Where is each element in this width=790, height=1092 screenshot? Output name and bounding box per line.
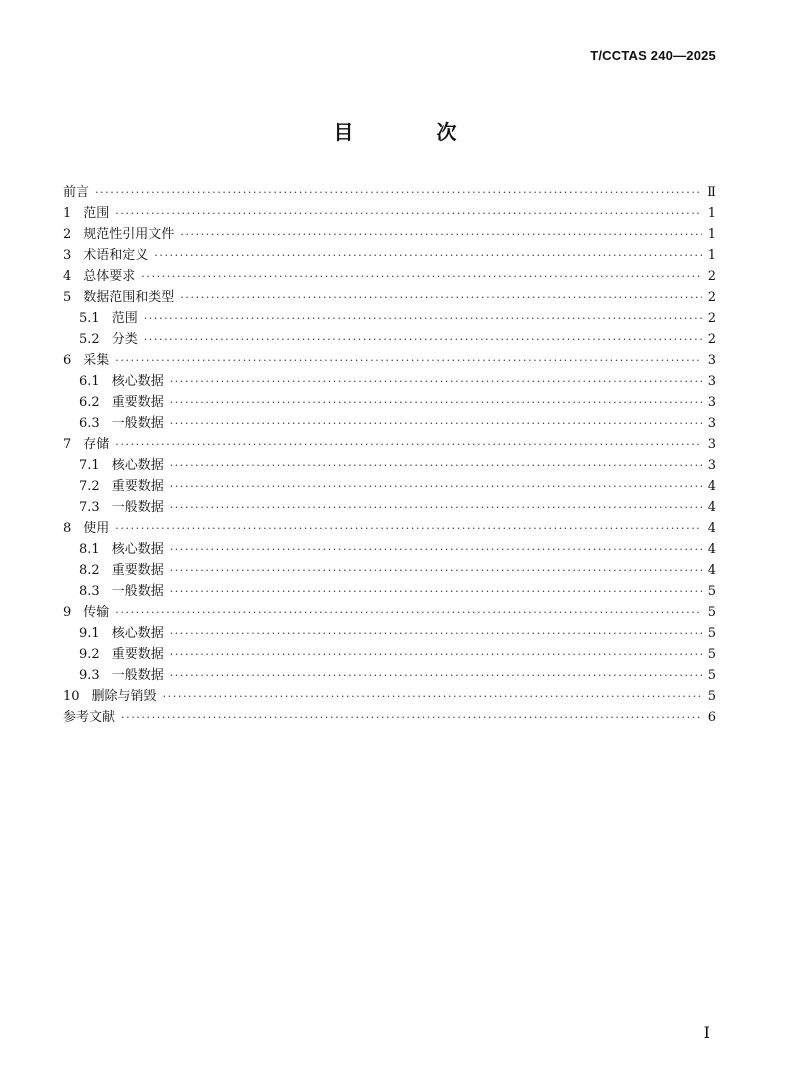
- toc-entry[interactable]: [63, 287, 716, 308]
- toc-entry-label: 删除与销毁: [91, 689, 157, 704]
- toc-title: 目 次: [333, 120, 495, 144]
- toc-entry-page: 1: [707, 206, 716, 221]
- toc-entry-page: 5: [707, 689, 716, 704]
- toc-entry-page: 3: [707, 353, 716, 368]
- toc-entry[interactable]: [63, 518, 716, 539]
- toc-entry-label: 一般数据: [111, 416, 164, 431]
- toc-entry[interactable]: [63, 413, 716, 434]
- toc-entry-page: 2: [707, 269, 716, 284]
- toc-entry-page: 5: [707, 605, 716, 620]
- toc-entry[interactable]: [63, 497, 716, 518]
- toc-entry[interactable]: [63, 539, 716, 560]
- toc-entry-number: 9: [63, 605, 72, 620]
- toc-leader-dots: [121, 707, 702, 728]
- toc-entry-label: 核心数据: [111, 374, 164, 389]
- toc-entry-label: 范围: [111, 311, 138, 326]
- toc-entry-page: 3: [707, 374, 716, 389]
- toc-entry-label: 范围: [83, 206, 110, 221]
- toc-entry-number: 8.1: [79, 542, 100, 557]
- toc-entry-label: 规范性引用文件: [83, 227, 175, 242]
- toc-leader-dots: [115, 602, 702, 623]
- toc-entry-page: 3: [707, 395, 716, 410]
- toc-entry-page: 2: [707, 290, 716, 305]
- toc-entry[interactable]: [63, 707, 716, 728]
- toc-entry-page: 2: [707, 311, 716, 326]
- toc-entry-number: 5.2: [79, 332, 100, 347]
- toc-entry[interactable]: [63, 455, 716, 476]
- toc-leader-dots: [170, 497, 702, 518]
- document-code: T/CCTAS 240—2025: [590, 48, 716, 63]
- toc-leader-dots: [180, 287, 702, 308]
- toc-leader-dots: [144, 308, 702, 329]
- toc-entry[interactable]: [63, 623, 716, 644]
- toc-entry[interactable]: [63, 308, 716, 329]
- toc-entry-page: 4: [707, 500, 716, 515]
- toc-entry-number: 7.1: [79, 458, 100, 473]
- toc-entry-number: 8.3: [79, 584, 100, 599]
- toc-entry-number: 7: [63, 437, 72, 452]
- toc-entry-label: 重要数据: [111, 647, 164, 662]
- toc-entry[interactable]: [63, 665, 716, 686]
- toc-entry-number: 2: [63, 227, 72, 242]
- toc-entry-page: 6: [707, 710, 716, 725]
- toc-entry[interactable]: [63, 434, 716, 455]
- table-of-contents: [63, 182, 716, 728]
- toc-leader-dots: [144, 329, 702, 350]
- toc-leader-dots: [170, 623, 702, 644]
- toc-leader-dots: [180, 224, 702, 245]
- toc-leader-dots: [170, 413, 702, 434]
- toc-entry-number: 10: [63, 689, 80, 704]
- toc-entry-number: 9.1: [79, 626, 100, 641]
- toc-entry[interactable]: [63, 476, 716, 497]
- toc-entry-number: 3: [63, 248, 72, 263]
- toc-leader-dots: [170, 392, 702, 413]
- toc-entry-label: 分类: [111, 332, 138, 347]
- toc-leader-dots: [170, 539, 702, 560]
- toc-entry[interactable]: [63, 266, 716, 287]
- page-number: I: [703, 1023, 710, 1042]
- toc-entry-label: 使用: [83, 521, 110, 536]
- toc-leader-dots: [115, 350, 702, 371]
- toc-entry-label: 存储: [83, 437, 110, 452]
- toc-leader-dots: [170, 455, 702, 476]
- toc-entry-label: 采集: [83, 353, 110, 368]
- toc-entry[interactable]: [63, 560, 716, 581]
- toc-entry-number: 9.2: [79, 647, 100, 662]
- toc-entry[interactable]: [63, 224, 716, 245]
- toc-entry-label: 传输: [83, 605, 110, 620]
- toc-entry[interactable]: [63, 245, 716, 266]
- toc-entry[interactable]: [63, 392, 716, 413]
- toc-entry-page: 3: [707, 437, 716, 452]
- toc-entry-number: 5: [63, 290, 72, 305]
- toc-leader-dots: [163, 686, 702, 707]
- toc-entry[interactable]: [63, 182, 716, 203]
- toc-entry[interactable]: [63, 371, 716, 392]
- toc-entry-label: 总体要求: [83, 269, 136, 284]
- toc-entry[interactable]: [63, 350, 716, 371]
- toc-leader-dots: [170, 371, 702, 392]
- toc-entry-page: 3: [707, 458, 716, 473]
- toc-entry-page: 5: [707, 647, 716, 662]
- toc-leader-dots: [115, 518, 702, 539]
- toc-entry-number: 7.3: [79, 500, 100, 515]
- toc-entry-number: 7.2: [79, 479, 100, 494]
- toc-leader-dots: [170, 581, 702, 602]
- toc-entry-page: 5: [707, 668, 716, 683]
- toc-entry-label: 术语和定义: [83, 248, 149, 263]
- toc-entry-page: 5: [707, 626, 716, 641]
- toc-entry-number: 6: [63, 353, 72, 368]
- toc-entry-label: 前言: [63, 185, 90, 200]
- toc-entry-label: 数据范围和类型: [83, 290, 175, 305]
- toc-entry-number: 4: [63, 269, 72, 284]
- toc-leader-dots: [115, 203, 702, 224]
- toc-entry-label: 一般数据: [111, 500, 164, 515]
- toc-entry-page: 1: [707, 227, 716, 242]
- toc-entry[interactable]: [63, 686, 716, 707]
- toc-entry-page: 4: [707, 542, 716, 557]
- toc-leader-dots: [154, 245, 702, 266]
- toc-entry-label: 核心数据: [111, 626, 164, 641]
- toc-entry-number: 6.3: [79, 416, 100, 431]
- toc-entry-page: 2: [707, 332, 716, 347]
- toc-leader-dots: [170, 665, 702, 686]
- toc-entry-label: 重要数据: [111, 563, 164, 578]
- toc-leader-dots: [170, 644, 702, 665]
- toc-entry-page: 4: [707, 479, 716, 494]
- toc-entry-page: 1: [707, 248, 716, 263]
- toc-entry[interactable]: [63, 644, 716, 665]
- toc-entry-page: 4: [707, 563, 716, 578]
- toc-entry-label: 重要数据: [111, 395, 164, 410]
- toc-leader-dots: [170, 560, 702, 581]
- toc-entry-number: 6.1: [79, 374, 100, 389]
- toc-entry-number: 6.2: [79, 395, 100, 410]
- toc-entry-number: 1: [63, 206, 72, 221]
- toc-entry-number: 8: [63, 521, 72, 536]
- toc-entry[interactable]: [63, 602, 716, 623]
- toc-leader-dots: [95, 182, 702, 203]
- toc-entry-number: 8.2: [79, 563, 100, 578]
- toc-entry-number: 9.3: [79, 668, 100, 683]
- toc-entry-number: 5.1: [79, 311, 100, 326]
- toc-entry[interactable]: [63, 329, 716, 350]
- toc-leader-dots: [115, 434, 702, 455]
- toc-leader-dots: [170, 476, 702, 497]
- toc-entry-label: 核心数据: [111, 458, 164, 473]
- toc-leader-dots: [141, 266, 702, 287]
- toc-entry-page: Ⅱ: [707, 185, 716, 200]
- toc-entry-page: 5: [707, 584, 716, 599]
- toc-entry-label: 参考文献: [63, 710, 116, 725]
- toc-entry-label: 核心数据: [111, 542, 164, 557]
- toc-entry-label: 重要数据: [111, 479, 164, 494]
- toc-entry[interactable]: [63, 203, 716, 224]
- toc-entry-label: 一般数据: [111, 584, 164, 599]
- toc-entry[interactable]: [63, 581, 716, 602]
- toc-entry-label: 一般数据: [111, 668, 164, 683]
- toc-entry-page: 3: [707, 416, 716, 431]
- toc-entry-page: 4: [707, 521, 716, 536]
